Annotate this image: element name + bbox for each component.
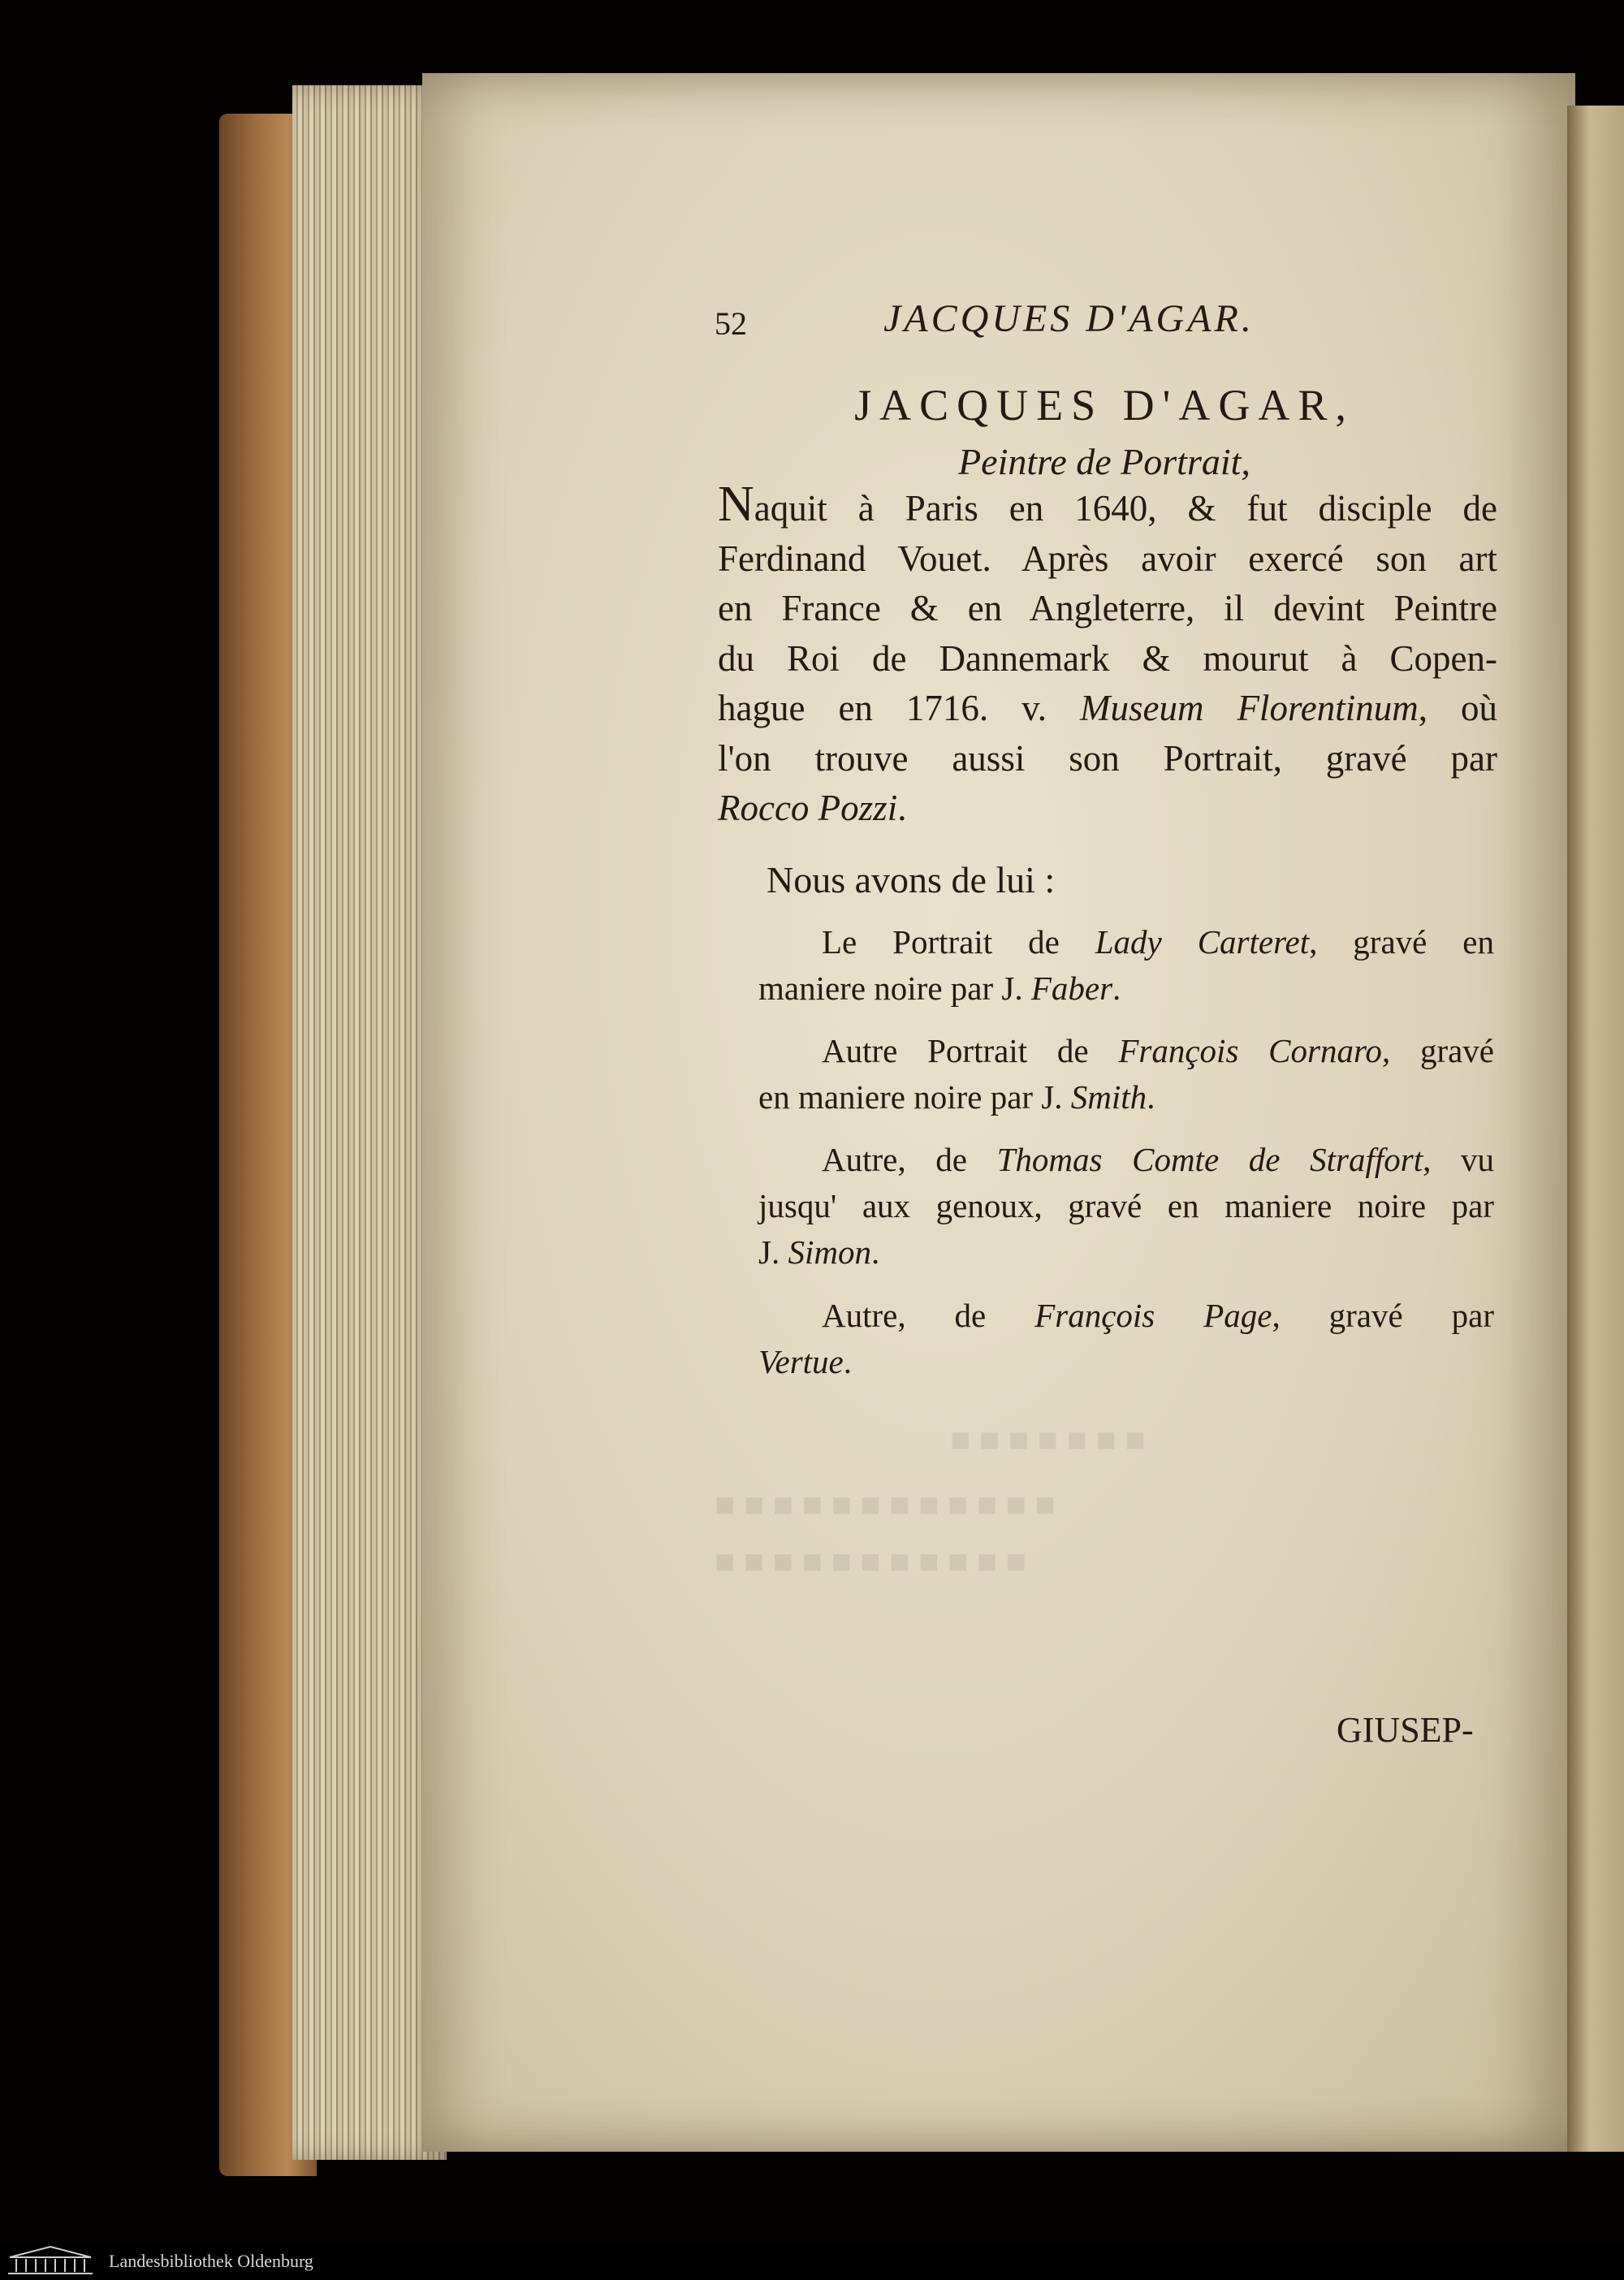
work-entry: [758, 1293, 1494, 1385]
page-number: 52: [715, 305, 747, 342]
entry-title: JACQUES D'AGAR,: [854, 381, 1354, 430]
text-line: Naquit à Paris en 1640, & fut disciple de: [718, 477, 1497, 532]
biography-paragraph: [718, 477, 1498, 834]
text-line: J. Simon.: [758, 1233, 880, 1271]
text-line: Autre Portrait de François Cornaro, gravé: [822, 1032, 1494, 1069]
show-through-mark: ■ ■ ■ ■ ■ ■ ■: [950, 1422, 1146, 1459]
text-line: Vertue.: [758, 1343, 852, 1380]
text-line: en maniere noire par J. Smith.: [758, 1078, 1155, 1116]
footer-bar: [0, 2241, 1624, 2280]
works-heading: Nous avons de lui :: [767, 859, 1056, 900]
entry-subtitle: Peintre de Portrait,: [958, 441, 1250, 482]
initial-letter: N: [718, 477, 754, 532]
text-line: hague en 1716. v. Museum Florentinum, où: [718, 688, 1498, 728]
running-head: [715, 296, 1527, 361]
text-line: Ferdinand Vouet. Après avoir exercé son art: [718, 538, 1497, 579]
text-line: Rocco Pozzi.: [718, 788, 907, 828]
work-entry: [758, 1028, 1494, 1121]
text-line: jusqu' aux genoux, gravé en maniere noire par: [758, 1187, 1494, 1224]
facing-page-edge: [1567, 106, 1624, 2152]
text-line: en France & en Angleterre, il devint Peintre: [718, 588, 1497, 628]
show-through-mark: ■ ■ ■ ■ ■ ■ ■ ■ ■ ■ ■ ■: [715, 1487, 1056, 1524]
work-entry: [758, 919, 1494, 1012]
library-name: Landesbibliothek Oldenburg: [109, 2251, 313, 2271]
text-line: l'on trouve aussi son Portrait, gravé par: [718, 737, 1497, 779]
text-line: maniere noire par J. Faber.: [758, 969, 1121, 1007]
work-entry: [758, 1137, 1494, 1276]
catchword: GIUSEP-: [1337, 1710, 1474, 1750]
library-building-icon: [5, 2244, 96, 2277]
running-title: JACQUES D'AGAR.: [883, 297, 1255, 340]
text-line: du Roi de Dannemark & mourut à Copen-: [718, 637, 1497, 679]
text-line: Autre, de François Page, gravé par: [822, 1297, 1494, 1334]
text-line: Le Portrait de Lady Carteret, gravé en: [822, 923, 1494, 961]
text-line: Autre, de Thomas Comte de Straffort, vu: [822, 1141, 1494, 1178]
show-through-mark: ■ ■ ■ ■ ■ ■ ■ ■ ■ ■ ■: [715, 1544, 1027, 1581]
